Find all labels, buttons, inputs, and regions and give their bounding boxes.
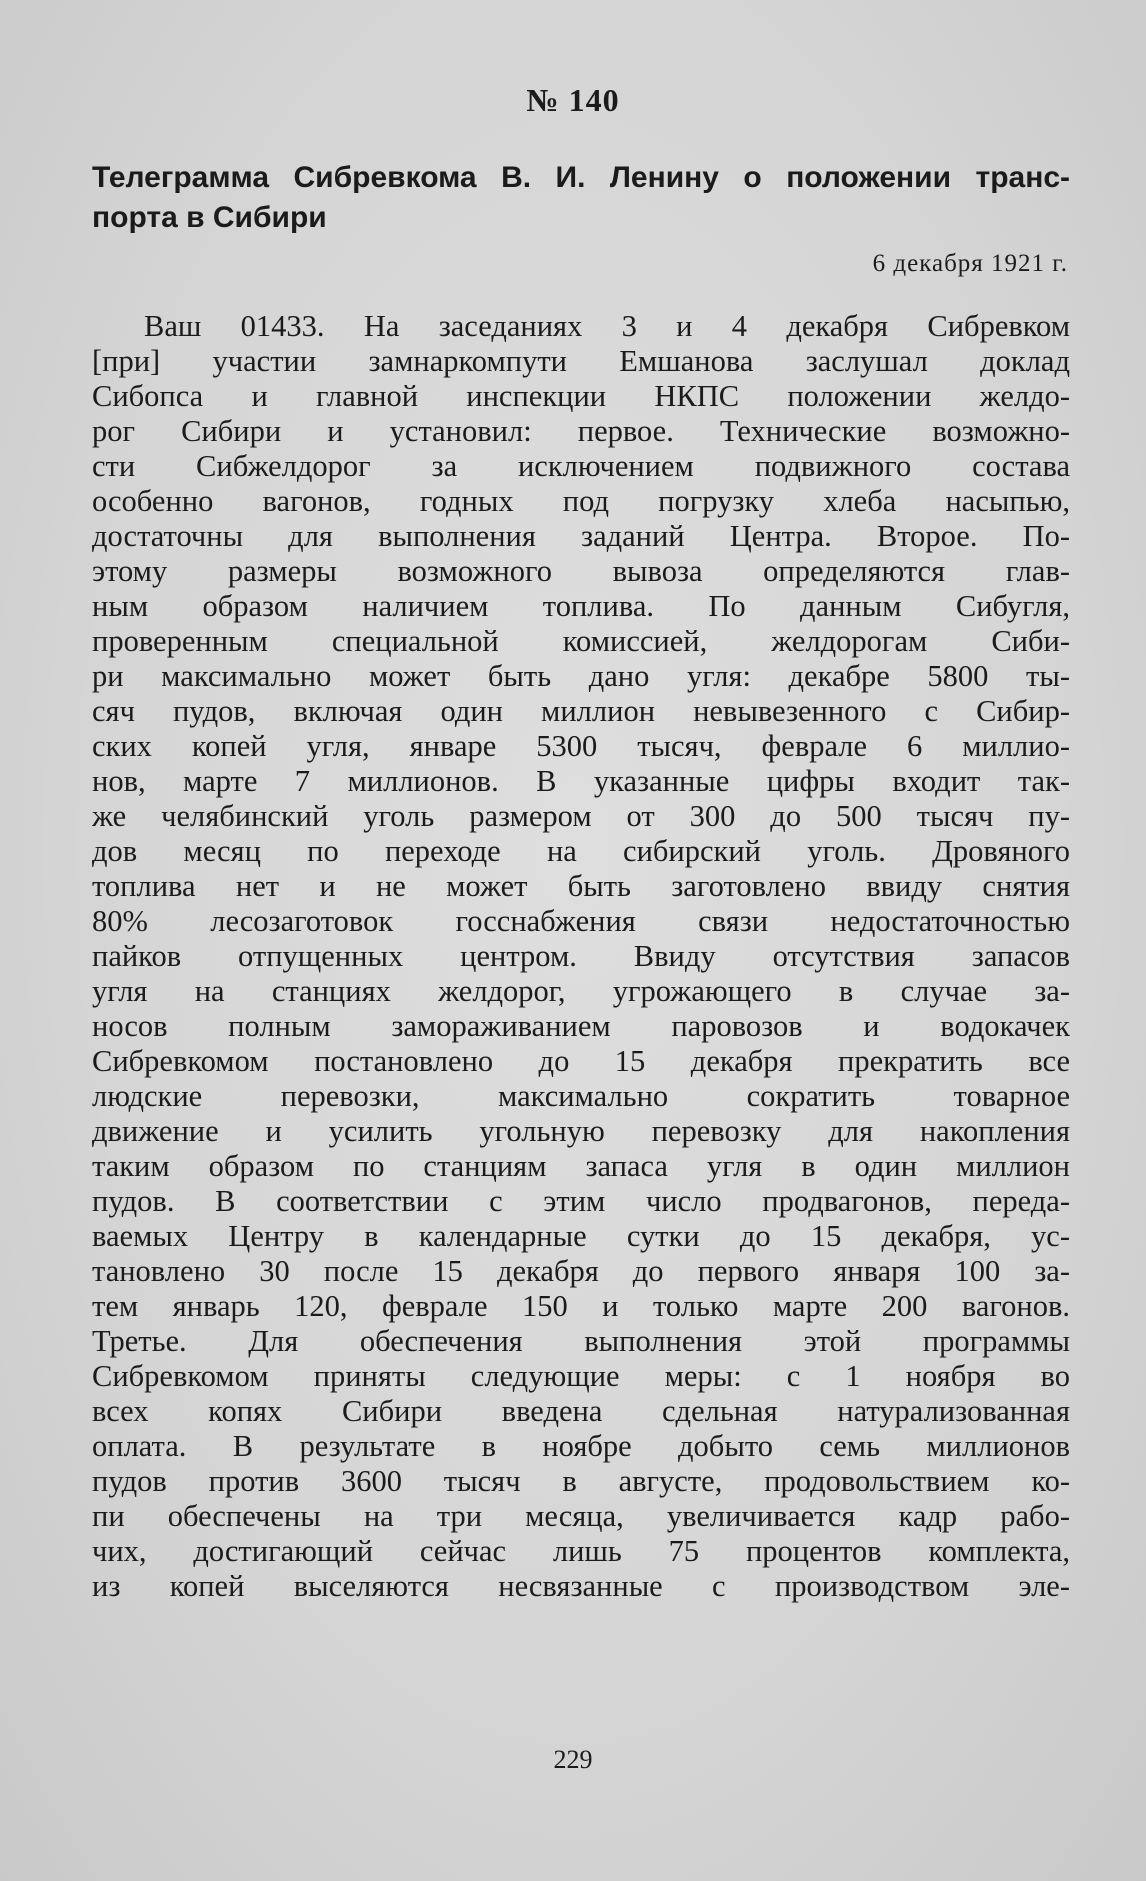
body-line: сти Сибжелдорог за исключением подвижного состава — [92, 449, 1070, 483]
body-line: тановлено 30 после 15 декабря до первого января 100 за- — [92, 1254, 1070, 1288]
page-number: 229 — [553, 1745, 593, 1774]
body-line: ри максимально может быть дано угля: декабре 5800 ты- — [92, 659, 1070, 693]
document-title — [92, 158, 1070, 238]
document-body — [92, 309, 1070, 1604]
body-line: 80% лесозаготовок госснабжения связи недостаточностью — [92, 904, 1070, 938]
body-line: пайков отпущенных центром. Ввиду отсутствия запасов — [92, 939, 1070, 973]
body-line: Третье. Для обеспечения выполнения этой программы — [92, 1324, 1070, 1358]
document-number: № 140 — [526, 82, 620, 118]
body-line: пудов против 3600 тысяч в августе, продовольствием ко- — [92, 1464, 1070, 1498]
body-line: особенно вагонов, годных под погрузку хлеба насыпью, — [92, 484, 1070, 518]
body-line: Сибопса и главной инспекции НКПС положении желдо- — [92, 379, 1070, 413]
body-line: [при] участии замнаркомпути Емшанова заслушал доклад — [92, 344, 1070, 378]
body-line: из копей выселяются несвязанные с производством эле- — [92, 1569, 1070, 1603]
body-line: этому размеры возможного вывоза определяются глав- — [92, 554, 1070, 588]
document-date: 6 декабря 1921 г. — [872, 250, 1068, 277]
body-line: топлива нет и не может быть заготовлено ввиду снятия — [92, 869, 1070, 903]
body-line: проверенным специальной комиссией, желдорогам Сиби- — [92, 624, 1070, 658]
body-line: Ваш 01433. На заседаниях 3 и 4 декабря Сибревком — [144, 309, 1070, 343]
body-line: людские перевозки, максимально сократить товарное — [92, 1079, 1070, 1113]
body-line: чих, достигающий сейчас лишь 75 процентов комплекта, — [92, 1534, 1070, 1568]
body-line: носов полным замораживанием паровозов и водокачек — [92, 1009, 1070, 1043]
body-line: сяч пудов, включая один миллион невывезенного с Сибир- — [92, 694, 1070, 728]
body-line: всех копях Сибири введена сдельная натурализованная — [92, 1394, 1070, 1428]
body-line: тем январь 120, феврале 150 и только марте 200 вагонов. — [92, 1289, 1070, 1323]
body-line: оплата. В результате в ноябре добыто семь миллионов — [92, 1429, 1070, 1463]
body-line: рог Сибири и установил: первое. Технические возможно- — [92, 414, 1070, 448]
body-line: ным образом наличием топлива. По данным Сибугля, — [92, 589, 1070, 623]
body-line: Сибревкомом постановлено до 15 декабря прекратить все — [92, 1044, 1070, 1078]
body-line: же челябинский уголь размером от 300 до 500 тысяч пу- — [92, 799, 1070, 833]
body-line: дов месяц по переходе на сибирский уголь. Дровяного — [92, 834, 1070, 868]
body-line: Сибревкомом приняты следующие меры: с 1 ноября во — [92, 1359, 1070, 1393]
body-line: угля на станциях желдорог, угрожающего в случае за- — [92, 974, 1070, 1008]
body-line: ских копей угля, январе 5300 тысяч, феврале 6 миллио- — [92, 729, 1070, 763]
title-line: Телеграмма Сибревкома В. И. Ленину о положении транс- — [92, 161, 1070, 194]
body-line: нов, марте 7 миллионов. В указанные цифры входит так- — [92, 764, 1070, 798]
title-line: порта в Сибири — [92, 201, 327, 234]
body-line: пудов. В соответствии с этим число продвагонов, переда- — [92, 1184, 1070, 1218]
body-line: движение и усилить угольную перевозку для накопления — [92, 1114, 1070, 1148]
body-line: таким образом по станциям запаса угля в один миллион — [92, 1149, 1070, 1183]
body-line: достаточны для выполнения заданий Центра. Второе. По- — [92, 519, 1070, 553]
body-line: пи обеспечены на три месяца, увеличивается кадр рабо- — [92, 1499, 1070, 1533]
body-line: ваемых Центру в календарные сутки до 15 декабря, ус- — [92, 1219, 1070, 1253]
